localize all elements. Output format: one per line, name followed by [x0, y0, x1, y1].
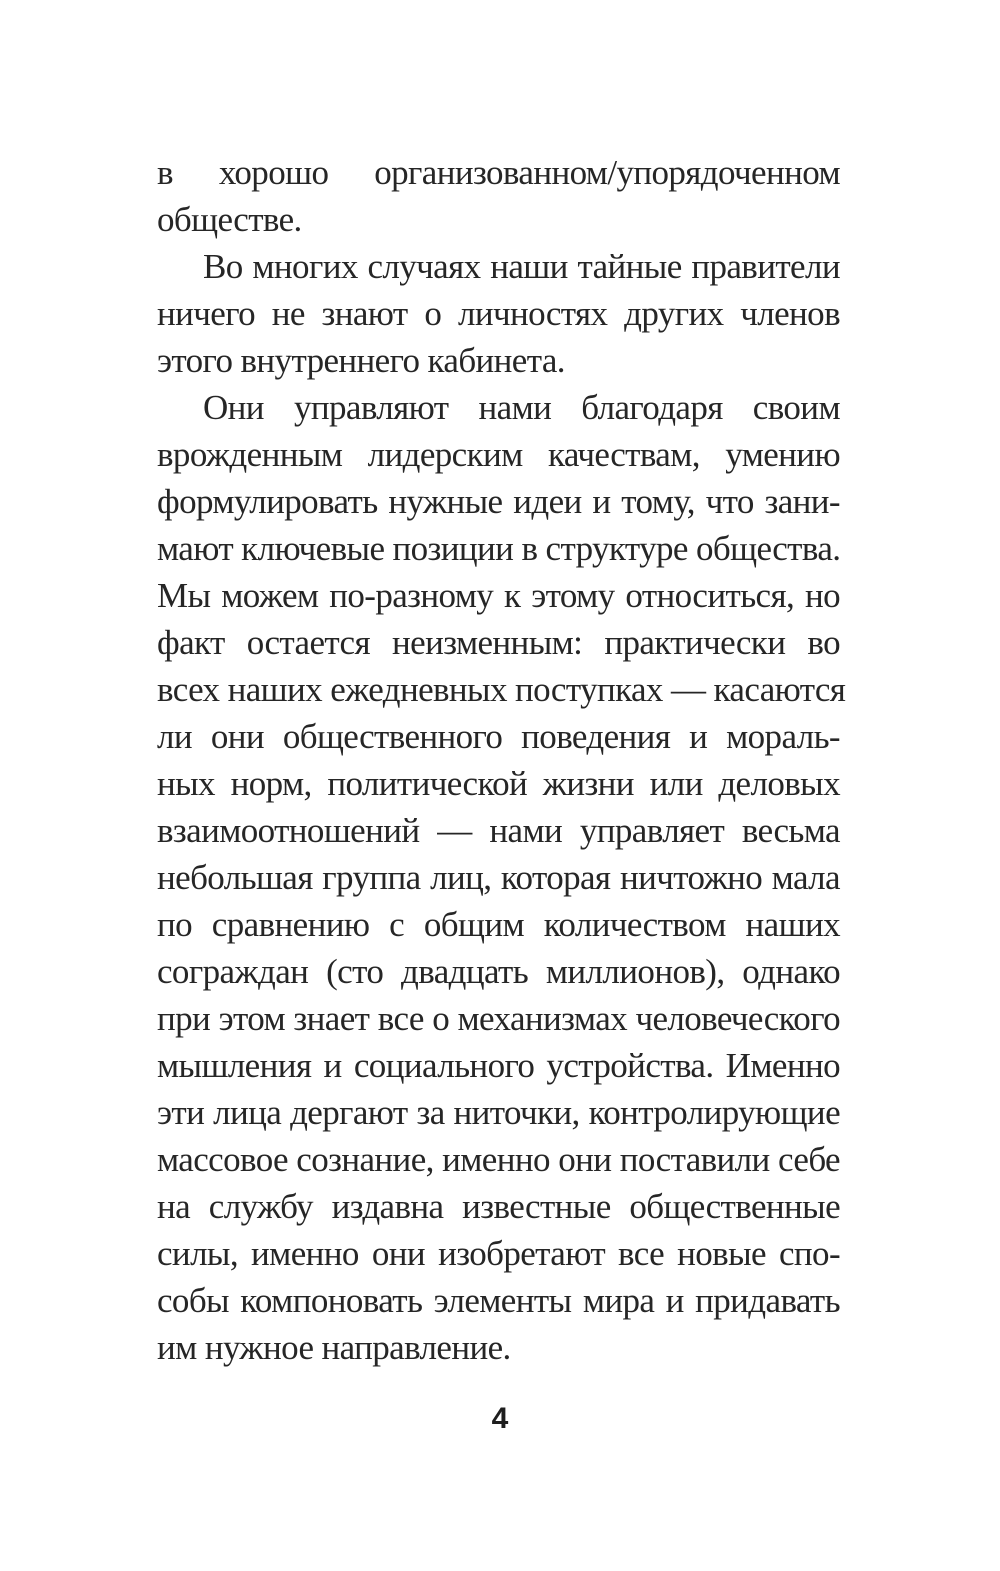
text-line: мышления и социального устройства. Именно	[157, 1046, 840, 1085]
page-number: 4	[491, 1402, 509, 1435]
text-line: в хорошо организованном/упорядоченном	[157, 153, 840, 192]
text-line: Во многих случаях наши тайные правители	[203, 247, 840, 286]
text-line: формулировать нужные идеи и тому, что зани-	[157, 482, 840, 521]
text-line: обществе.	[157, 200, 302, 239]
text-line: взаимоотношений — нами управляет весьма	[157, 811, 840, 850]
text-line: им нужное направление.	[157, 1328, 511, 1367]
text-line: по сравнению с общим количеством наших	[157, 905, 840, 944]
text-line: Они управляют нами благодаря своим	[203, 388, 840, 427]
text-line: мают ключевые позиции в структуре общества.	[157, 529, 841, 568]
text-line: факт остается неизменным: практически во	[157, 623, 840, 662]
text-line: Мы можем по-разному к этому относиться, но	[157, 576, 840, 615]
text-line: массовое сознание, именно они поставили себе	[157, 1140, 840, 1179]
text-line: собы компоновать элементы мира и придавать	[157, 1281, 840, 1320]
text-line: врожденным лидерским качествам, умению	[157, 435, 840, 474]
text-line: силы, именно они изобретают все новые спо-	[157, 1234, 840, 1273]
text-line: при этом знает все о механизмах человеческого	[157, 999, 840, 1038]
text-line: этого внутреннего кабинета.	[157, 341, 565, 380]
text-line: сограждан (сто двадцать миллионов), однако	[157, 952, 840, 991]
text-line: всех наших ежедневных поступках — касаются	[157, 670, 846, 709]
text-line: ных норм, политической жизни или деловых	[157, 764, 840, 803]
text-line: ничего не знают о личностях других членов	[157, 294, 840, 333]
text-line: ли они общественного поведения и мораль-	[157, 717, 840, 756]
text-line: на службу издавна известные общественные	[157, 1187, 840, 1226]
text-line: эти лица дергают за ниточки, контролирующие	[157, 1093, 840, 1132]
text-line: небольшая группа лиц, которая ничтожно мала	[157, 858, 840, 897]
